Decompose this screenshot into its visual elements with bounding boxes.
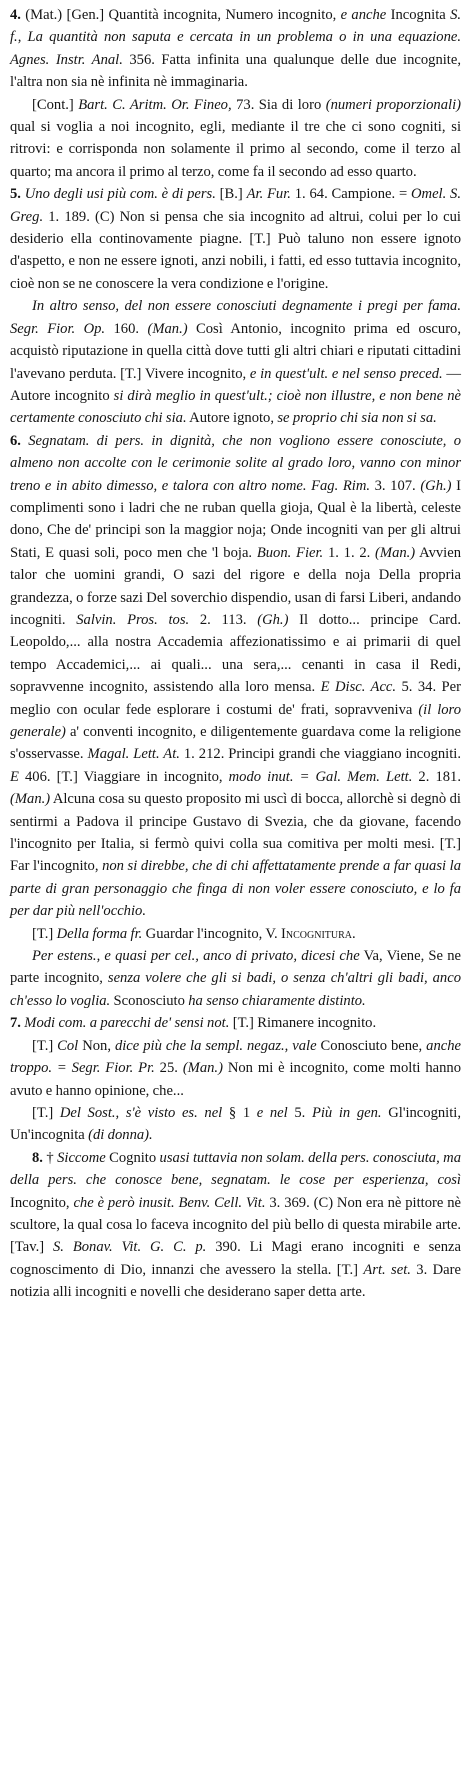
italic-text: (Man.) [10,791,51,808]
text-run: 1. 64. Campione. = [290,186,411,203]
text-run: qual si voglia a noi incognito, egli, mediante il tre che ci sono cogniti, si ritrovi: e corrisponda non solamente il primo al secondo, come il terzo al quarto; ma ancora il primo al terzo, come fa il secondo ad esso quarto. [10,119,461,180]
text-run: [B.] [215,186,247,203]
entry-paragraph [10,4,461,94]
italic-text: E Disc. Acc. [320,679,397,696]
italic-text: senza volere che gli si badi, o senza ch'altri gli badi, anco ch'esso lo voglia. [10,970,461,1009]
text-run: Conosciuto bene, [316,1037,427,1054]
text-run: [Cont.] [32,96,79,113]
text-run: † [46,1149,58,1166]
italic-text: Col [57,1037,79,1054]
text-run: 3. 369. (C) Non era nè pittore nè scultore, la qual cosa lo faceva incognito del più bello di questa mirabile arte. [Tav.] [10,1194,461,1256]
text-run: 160. [105,320,148,337]
text-run: 390. Li Magi erano incogniti e senza cognoscimento di Dio, innanzi che avessero la stella. [T.] [10,1239,461,1278]
text-run: (Mat.) [Gen.] Quantità incognita, Numero incognito, [25,7,341,23]
italic-text: Uno degli usi più com. è di pers. [24,186,216,203]
text-run: Alcuna cosa su questo proposito mi uscì di bocca, allorchè si degnò di sentirmi a Padova il principe Gustavo di Svezia, che da giovane, facendo l'incognito per Italia, si fermò quivi colla sua comitiva per molti mesi. [T.] Far l'incognito, [10,791,461,875]
text-run: Così Antonio, incognito prima ed oscuro, acquistò riputazione in quella città dove tutti gli altri chiari e riputati cittadini l'avevano perduta. [T.] Vivere incognito, [10,320,462,382]
italic-text: (Gh.) [420,477,452,494]
text-run: — Autore incognito [10,365,461,404]
italic-text: (di donna). [88,1127,153,1144]
italic-text: dice più che la sempl. negaz., vale [114,1037,317,1054]
text-run: 3. 107. [370,477,421,494]
text-run: [T.] [32,925,57,942]
italic-text: Ar. Fur. [246,186,291,203]
entry-paragraph [10,1147,461,1304]
text-run: 1. 212. Principi grandi che viaggiano incogniti. [179,746,461,763]
entry-paragraph [10,183,461,295]
entry-paragraph [10,430,461,923]
italic-text: non si direbbe, che di chi affettatamente prende a far quasi la parte di gran personaggio che finga di non voler essere conosciuto, e lo fa per dar più nell'occhio. [10,858,461,920]
italic-text: Segnatam. di pers. in dignità, che non vogliono essere conosciute, o almeno non accolte con le cerimonie solite al grado loro, vanno con minor treno e in abito dimesso, e talora con altro nome. Fag. Rim. [10,432,462,494]
italic-text: Per estens., e quasi per cel., anco di privato, dicesi che [32,948,360,965]
italic-text: Siccome [57,1149,106,1166]
text-run: [T.] [32,1104,60,1121]
sense-number: 6. [10,432,29,449]
entry-paragraph [10,1012,461,1034]
text-run: a' conventi incognito, e diligentemente guardava come la religione s'osservasse. [10,724,461,763]
text-run: I complimenti sono i ladri che ne ruban quella gioja, Qual è la libertà, celeste dono, Che de' principi son la maggior noja; Onde incogniti van per gli altrui Stati, E quasi soli, poco men che 'l boja. [10,477,461,561]
text-run: 406. [T.] Viaggiare in incognito, [18,768,229,785]
italic-text: se proprio chi sia non si sa. [277,410,437,427]
sense-number: 8. [32,1149,47,1166]
italic-text: usasi tuttavia non solam. della pers. conosciuta, ma della pers. che conosce bene, segnatam. le cose per esperienza, così [10,1149,461,1189]
text-run: Non, [78,1037,115,1054]
text-run: Gl'incogniti, Un'incognita [10,1104,461,1144]
text-run: Incognita [390,7,451,23]
italic-text: che è però inusit. Benv. Cell. Vit. [73,1194,266,1211]
text-run: 356. Fatta infinita una qualunque delle due incognite, l'altra non sia nè infinita nè immaginaria. [10,51,461,91]
text-run: [T.] Rimanere incognito. [229,1015,377,1032]
small-caps-text: Incognitura [281,925,352,942]
entry-paragraph [10,94,461,184]
italic-text: Buon. Fier. [256,544,324,561]
entry-paragraph [10,945,461,1012]
italic-text: (numeri proporzionali) [325,96,461,113]
italic-text: (Gh.) [257,611,289,628]
italic-text: (Man.) [147,320,188,337]
italic-text: (il loro generale) [10,701,461,740]
entry-paragraph [10,295,461,429]
text-run: Cognito [105,1149,160,1166]
italic-text: e nel [256,1104,288,1121]
text-run: Incognito, [10,1194,74,1211]
italic-text: si dirà meglio in quest'ult.; cioè non illustre, e non bene nè certamente conosciuto chi sia. [10,387,461,427]
entry-paragraph [10,1102,461,1147]
text-run: 2. 113. [189,611,258,628]
italic-text: Art. set. [363,1261,411,1278]
text-run: 25. [154,1060,183,1077]
text-run: [T.] [32,1037,58,1054]
text-run: Sconosciuto [110,992,189,1009]
italic-text: modo inut. = Gal. Mem. Lett. [228,768,413,785]
text-run: Va, Viene, Se ne parte incognito, [10,948,461,987]
text-run: § 1 [222,1104,257,1121]
italic-text: E [10,768,19,785]
italic-text: (Man.) [182,1060,223,1077]
italic-text: S. Bonav. Vit. G. C. p. [52,1239,207,1256]
italic-text: Salvin. Pros. tos. [76,611,190,628]
italic-text: ha senso chiaramente distinto. [188,992,366,1009]
text-run: . [352,925,356,942]
text-run: 5. [287,1104,312,1121]
italic-text: S. f., La quantità non saputa e cercata in un problema o in una equazione. Agnes. Instr. Anal. [10,7,462,68]
text-run: 1. 1. 2. [323,544,376,561]
italic-text: (Man.) [375,544,416,561]
italic-text: Più in gen. [311,1104,382,1121]
text-run: 5. 34. Per meglio con ocular fede esplorare i costumi de' frati, sopravveniva [10,679,462,718]
italic-text: anche troppo. = Segr. Fior. Pr. [10,1037,461,1077]
text-run: 1. 189. (C) Non si pensa che sia incognito ad altrui, colui per lo cui desiderio ella continovamente piagne. [T.] Può taluno non essere ignoto d'aspetto, e non ne essere ignoti, anzi nobili, i fatti, ed esso tuttavia incognito, cioè non se ne conoscere la vera condizione e l'origine. [10,208,461,292]
entry-paragraph [10,923,461,945]
italic-text: Modi com. a parecchi de' sensi not. [24,1015,230,1032]
sense-number: 5. [10,186,25,203]
text-run: 2. 181. [412,768,461,785]
italic-text: Magal. Lett. At. [87,746,180,763]
text-run: 73. Sia di loro [236,96,326,113]
sense-number: 4. [10,7,26,23]
text-run: Avvien talor che uomini grandi, O sazi del rigore e della noja Della propria grandezza, o forze sazi Del soverchio dispendio, usan di farsi Liberi, andando incogniti. [10,544,461,628]
sense-number: 7. [10,1015,25,1032]
italic-text: e in quest'ult. e nel senso preced. [249,365,443,382]
italic-text: Bart. C. Aritm. Or. Fineo, [78,96,237,113]
text-run: Autore ignoto, [186,410,278,427]
italic-text: Del Sost., s'è visto es. nel [59,1104,223,1121]
text-run: Il dotto... principe Card. Leopoldo,... alla nostra Accademia affezionatissimo e ai primarii di quel tempo Accademici,... ai quali... una sera,... cenanti in casa il Redi, sopravvenne incognito, assistendo alla loro mensa. [10,611,461,696]
text-run: Guardar l'incognito, V. [142,925,282,942]
italic-text: e anche [340,7,391,23]
entry-paragraph [10,1035,461,1102]
italic-text: In altro senso, del non essere conosciuti degnamente i pregi per fama. Segr. Fior. Op. [10,298,461,337]
text-run: 3. Dare notizia alli incogniti e novelli che desiderano saper detta arte. [10,1261,461,1301]
text-run: Non mi è incognito, come molti hanno avuto e hanno opinione, che... [10,1060,461,1099]
italic-text: Della forma fr. [56,925,143,942]
dictionary-entry-incognito [10,4,461,1304]
italic-text: Omel. S. Greg. [10,186,461,225]
